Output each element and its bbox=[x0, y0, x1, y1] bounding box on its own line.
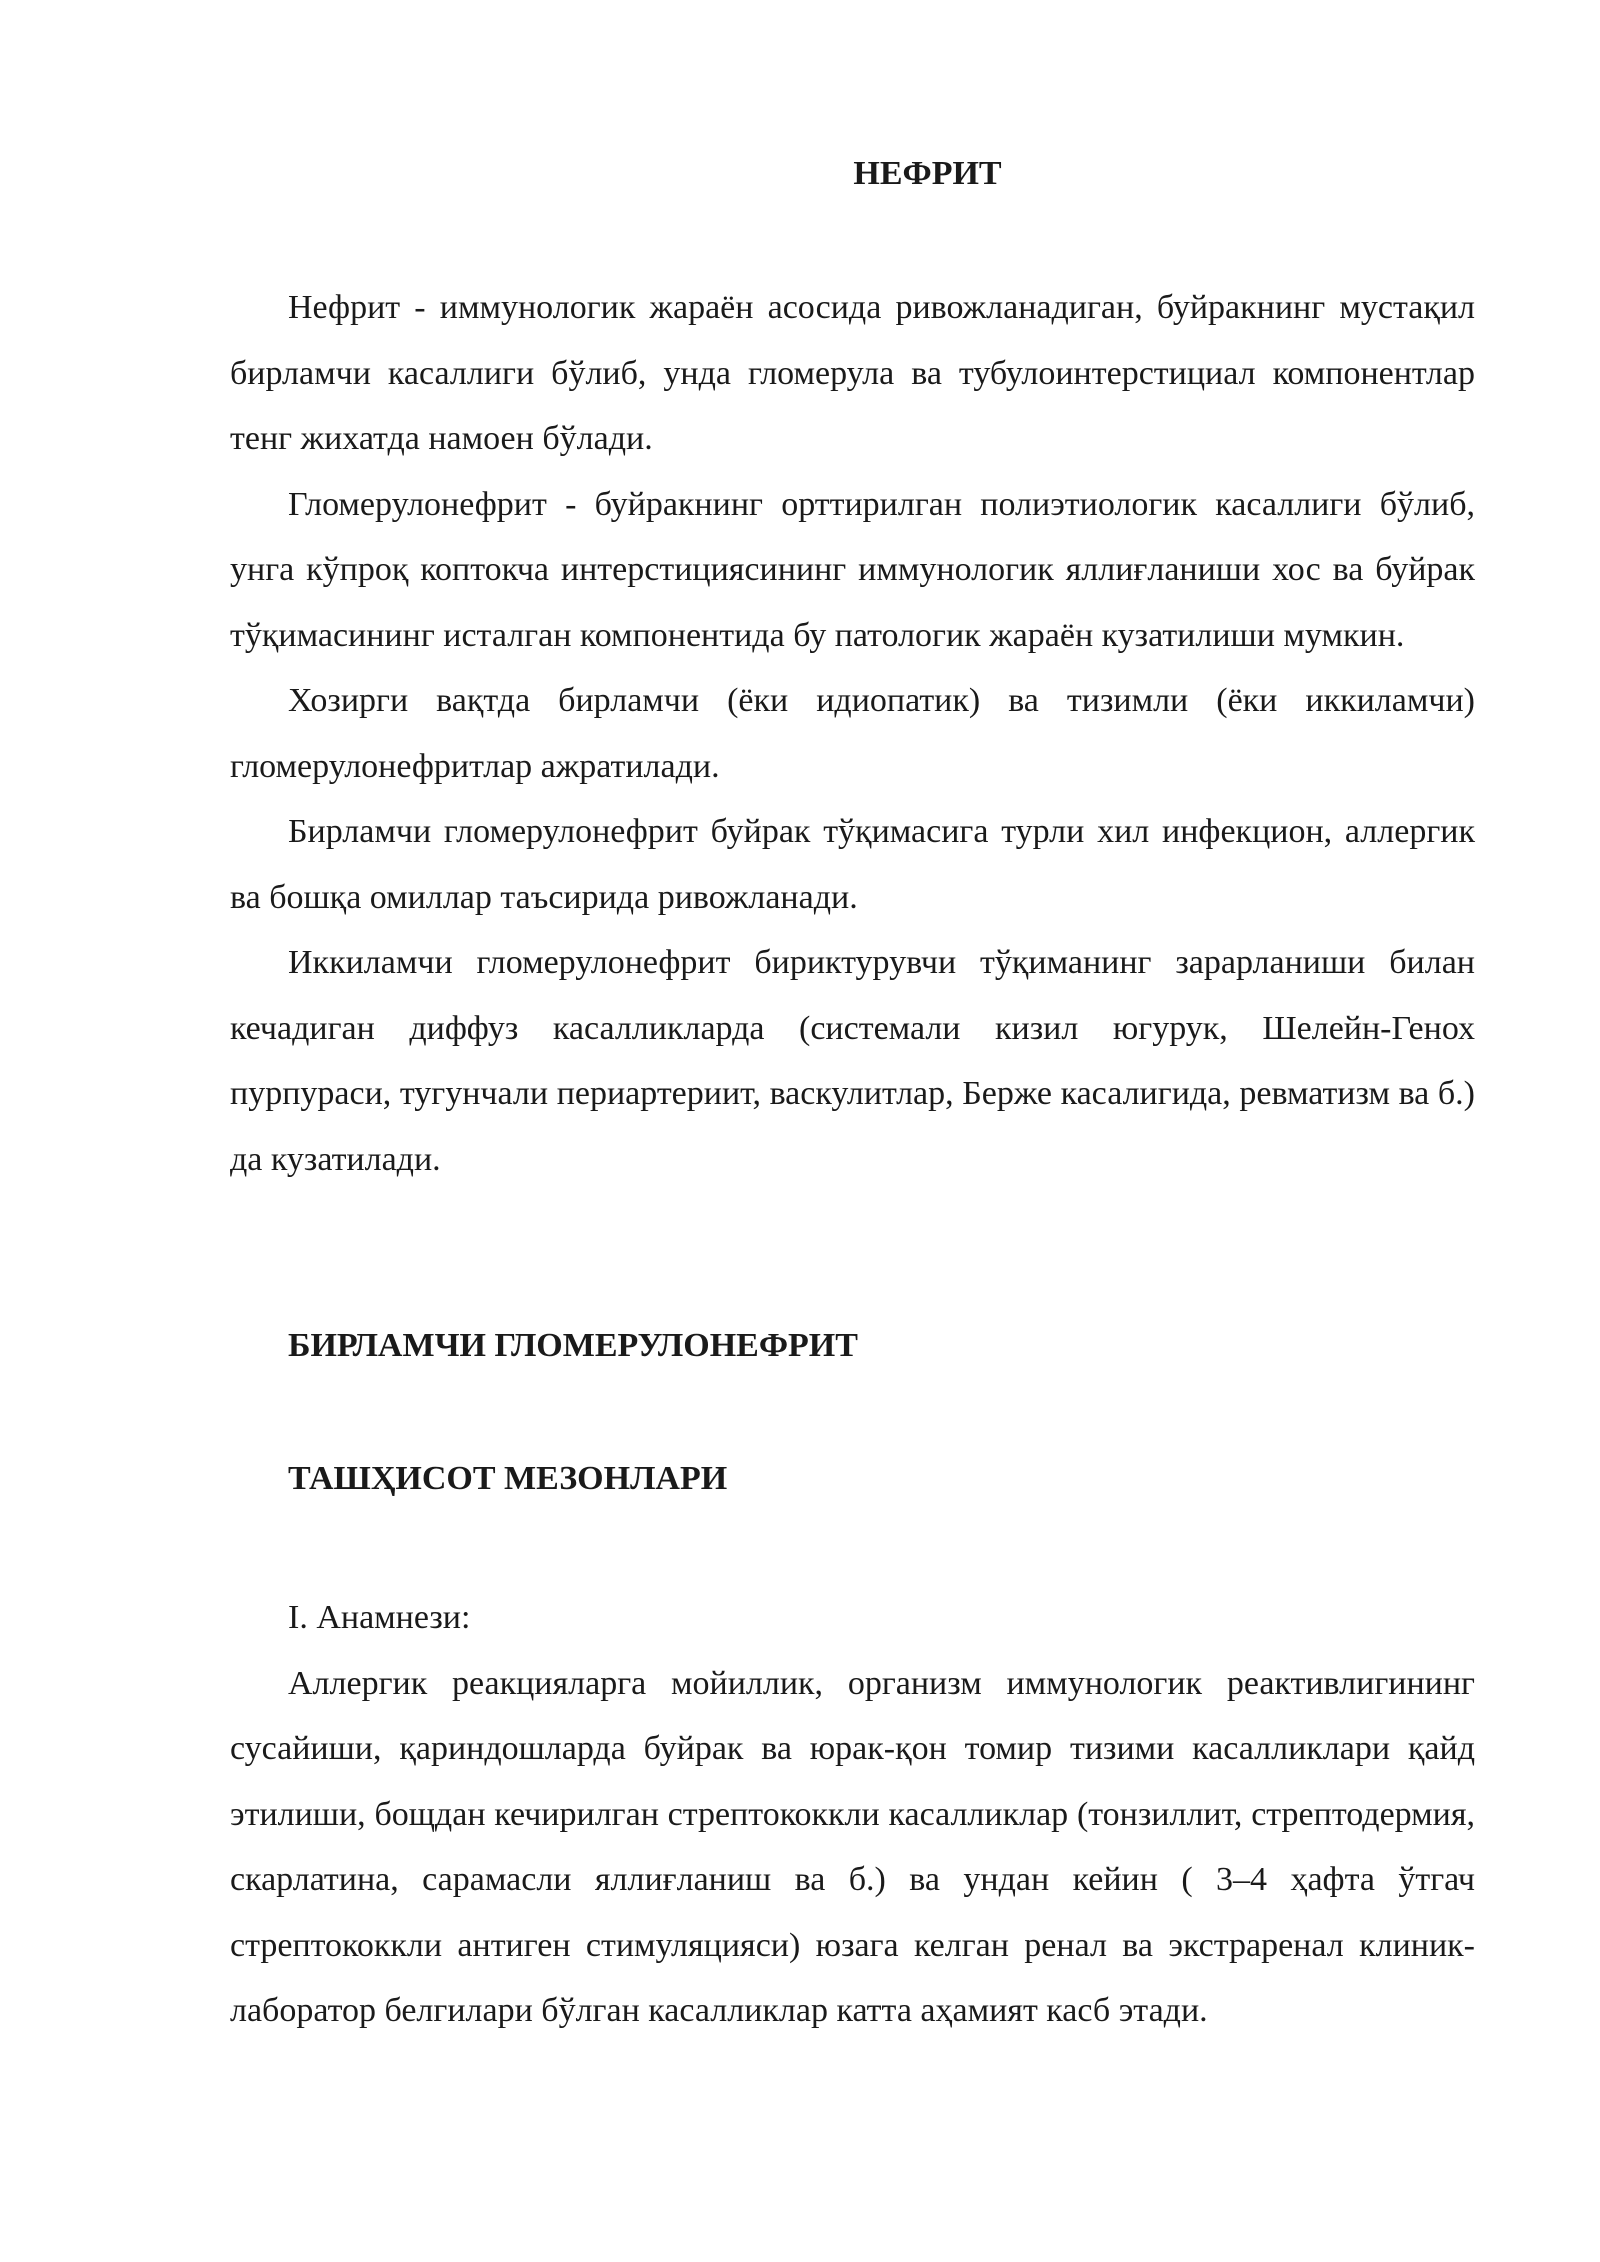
paragraph-classification: Хозирги вақтда бирламчи (ёки идиопатик) ва тизимли (ёки иккиламчи) гломерулонефритлар ажратилади. bbox=[230, 682, 1475, 785]
subsection-heading: ТАШҲИСОТ МЕЗОНЛАРИ bbox=[288, 1460, 728, 1497]
paragraph-glomerulonephritis-definition: Гломерулонефрит - буйракнинг орттирилган полиэтиологик касаллиги бўлиб, унга кўпроқ коптокча интерстициясининг иммунологик яллиғланиши хос ва буйрак тўқимасининг исталган компонентида бу патологик жараён кузатилиши мумкин. bbox=[230, 485, 1475, 654]
paragraph-secondary: Иккиламчи гломерулонефрит бириктурувчи тўқиманинг зарарланиши билан кечадиган диффуз касалликларда (системали кизил югурук, Шелейн-Генох пурпураси, тугунчали периартериит, васкулитлар, Берже касалигида, ревматизм ва б.) да кузатилади. bbox=[230, 944, 1475, 1178]
paragraph-primary: Бирламчи гломерулонефрит буйрак тўқимасига турли хил инфекцион, аллергик ва бошқа омиллар таъсирида ривожланади. bbox=[230, 813, 1475, 916]
paragraph-anamnesis: Аллергик реакцияларга мойиллик, организм иммунологик реактивлигининг сусайиши, қариндошларда буйрак ва юрак-қон томир тизими касалликлари қайд этилиши, бощдан кечирилган стрептококкли касалликлар (тонзиллит, стрептодермия, скарлатина, сарамасли яллиғланиш ва б.) ва ундан кейин ( 3–4 ҳафта ўтгач стрептококкли антиген стимуляцияси) юзага келган ренал ва экстраренал клиник-лаборатор белгилари бўлган касалликлар катта аҳамият касб этади. bbox=[230, 1664, 1475, 2029]
document-page bbox=[230, 0, 1475, 2262]
intro-section bbox=[230, 275, 1475, 1192]
anamnesis-label: I. Анамнези: bbox=[288, 1599, 471, 1636]
page-title: НЕФРИТ bbox=[853, 155, 1002, 192]
section-heading: БИРЛАМЧИ ГЛОМЕРУЛОНЕФРИТ bbox=[288, 1327, 858, 1364]
anamnesis-section bbox=[230, 1585, 1475, 2044]
paragraph-nephritis-definition: Нефрит - иммунологик жараён асосида ривожланадиган, буйракнинг мустақил бирламчи касаллиги бўлиб, унда гломерула ва тубулоинтерстициал компонентлар тенг жихатда намоен бўлади. bbox=[230, 289, 1475, 457]
